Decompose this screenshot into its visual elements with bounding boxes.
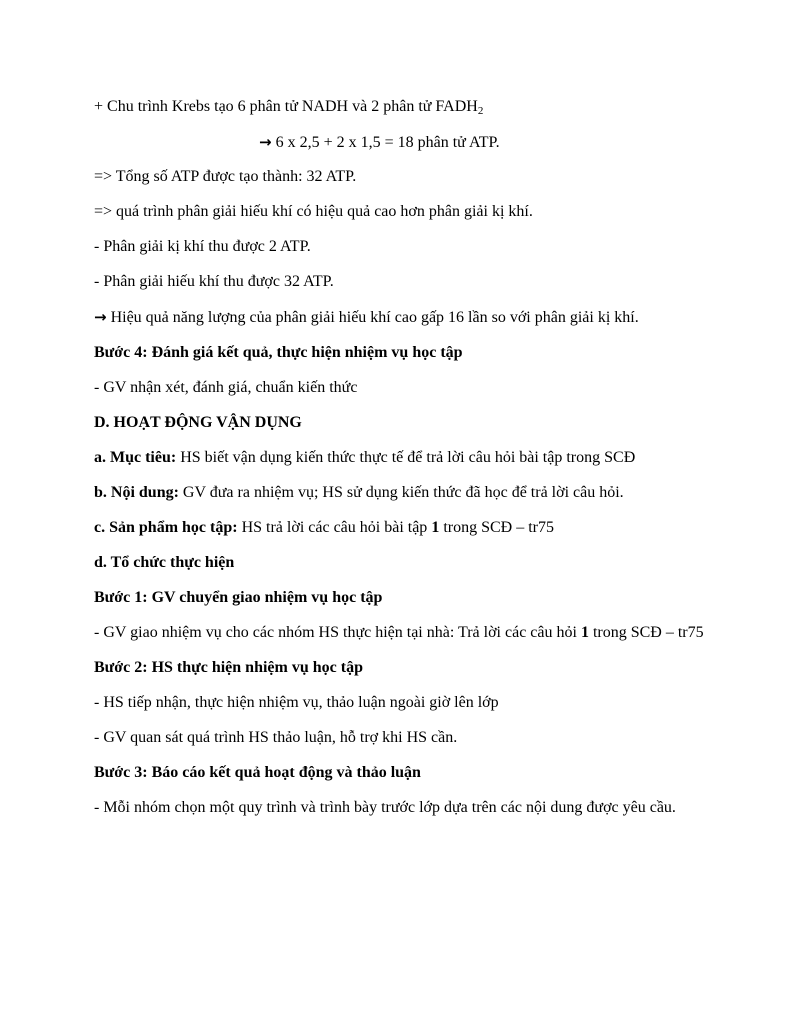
calc-line (94, 128, 718, 163)
goal-line (94, 444, 718, 479)
anaerobic-line: - Phân giải kị khí thu được 2 ATP. (94, 238, 311, 255)
organize-heading: d. Tổ chức thực hiện (94, 554, 235, 571)
step4-heading: Bước 4: Đánh giá kết quả, thực hiện nhiệm vụ học tập (94, 344, 463, 361)
section-d-heading: D. HOẠT ĐỘNG VẬN DỤNG (94, 414, 302, 431)
product-label: c. Sản phẩm học tập: (94, 519, 238, 536)
content-label: b. Nội dung: (94, 484, 179, 501)
total-atp-line: => Tổng số ATP được tạo thành: 32 ATP. (94, 168, 357, 185)
content-line (94, 479, 718, 514)
step3-heading: Bước 3: Báo cáo kết quả hoạt động và thảo luận (94, 764, 421, 781)
right-arrow-icon: → (259, 133, 272, 151)
goal-text: HS biết vận dụng kiến thức thực tế để trả lời câu hỏi bài tập trong SCĐ (176, 449, 636, 466)
calc-text: 6 x 2,5 + 2 x 1,5 = 18 phân tử ATP. (271, 134, 500, 151)
content-text: GV đưa ra nhiệm vụ; HS sử dụng kiến thức đã học để trả lời câu hỏi. (178, 484, 624, 501)
step1-text-after: trong SCĐ – tr75 (588, 624, 704, 641)
step2-b-line: - GV quan sát quá trình HS thảo luận, hỗ trợ khi HS cần. (94, 729, 458, 746)
step3-paragraph: - Mỗi nhóm chọn một quy trình và trình bày trước lớp dựa trên các nội dung được yêu cầu. (94, 799, 676, 816)
product-bold-num: 1 (431, 519, 440, 536)
step2-heading: Bước 2: HS thực hiện nhiệm vụ học tập (94, 659, 363, 676)
step1-heading: Bước 1: GV chuyển giao nhiệm vụ học tập (94, 589, 383, 606)
right-arrow-icon: → (94, 308, 107, 326)
document-body (94, 93, 718, 829)
aerobic-line: - Phân giải hiếu khí thu được 32 ATP. (94, 273, 334, 290)
step1-text-before: - GV giao nhiệm vụ cho các nhóm HS thực hiện tại nhà: Trả lời các câu hỏi (94, 624, 581, 641)
product-line (94, 514, 718, 549)
product-text-before: HS trả lời các câu hỏi bài tập (237, 519, 432, 536)
product-text-after: trong SCĐ – tr75 (439, 519, 554, 536)
goal-label: a. Mục tiêu: (94, 449, 177, 466)
krebs-line (94, 93, 718, 128)
fadh-subscript: 2 (477, 105, 484, 117)
krebs-text: + Chu trình Krebs tạo 6 phân tử NADH và 2 phân tử FADH (94, 98, 478, 115)
efficiency-paragraph (94, 303, 718, 332)
conclusion-line: => quá trình phân giải hiếu khí có hiệu quả cao hơn phân giải kị khí. (94, 203, 533, 220)
efficiency-text: Hiệu quả năng lượng của phân giải hiếu khí cao gấp 16 lần so với phân giải kị khí. (106, 309, 639, 326)
step2-a-line: - HS tiếp nhận, thực hiện nhiệm vụ, thảo luận ngoài giờ lên lớp (94, 694, 499, 711)
step1-bold-num: 1 (580, 624, 589, 641)
step4-gv-line: - GV nhận xét, đánh giá, chuẩn kiến thức (94, 379, 358, 396)
step1-paragraph (94, 619, 718, 647)
